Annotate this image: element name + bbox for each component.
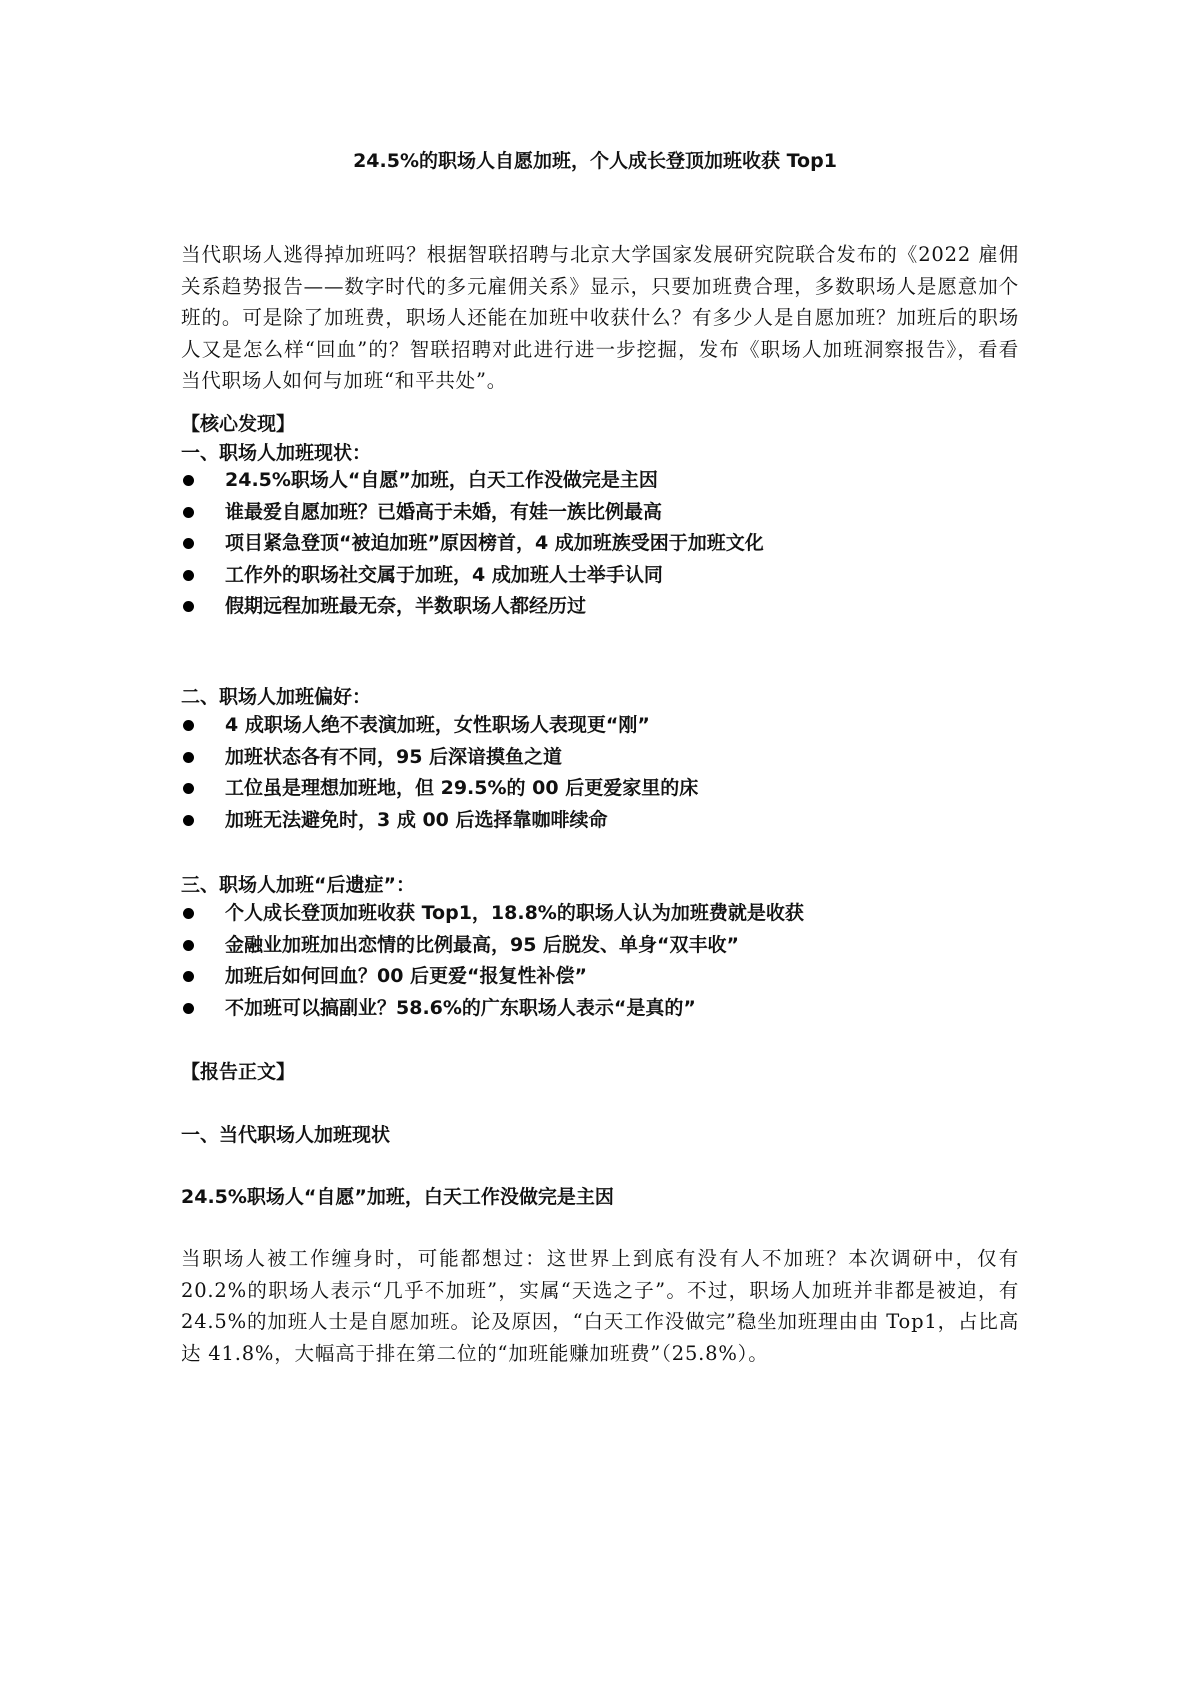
body-paragraph: 当职场人被工作缠身时，可能都想过：这世界上到底有没有人不加班？本次调研中，仅有 20.2%的职场人表示“几乎不加班”，实属“天选之子”。不过，职场人加班并非都是被迫，有 24.5%的加班人士是自愿加班。论及原因，“白天工作没做完”稳坐加班理由由 Top1，占比高达 41.8%，大幅高于排在第二位的“加班能赚加班费”（25.8%）。 [181,1247,1019,1365]
bullet-dot-icon [183,815,194,826]
list-item: 加班状态各有不同，95 后深谙摸鱼之道 [181,742,698,774]
bullet-dot-icon [183,570,194,581]
section-heading-preference: 二、职场人加班偏好： [181,686,372,708]
section-heading-aftereffects: 三、职场人加班“后遗症”： [181,874,415,896]
document-title: 24.5%的职场人自愿加班，个人成长登顶加班收获 Top1 [353,150,837,172]
bullet-dot-icon [183,601,194,612]
bullet-dot-icon [183,971,194,982]
list-item: 工位虽是理想加班地，但 29.5%的 00 后更爱家里的床 [181,773,698,805]
list-item: 谁最爱自愿加班？已婚高于未婚，有娃一族比例最高 [181,497,764,529]
report-body-label: 【报告正文】 [181,1061,296,1083]
list-item: 个人成长登顶加班收获 Top1，18.8%的职场人认为加班费就是收获 [181,898,804,930]
section-heading-status: 一、职场人加班现状： [181,442,372,464]
list-item: 4 成职场人绝不表演加班，女性职场人表现更“刚” [181,710,698,742]
list-item: 金融业加班加出恋情的比例最高，95 后脱发、单身“双丰收” [181,930,804,962]
part1-heading: 一、当代职场人加班现状 [181,1124,391,1146]
bullet-dot-icon [183,720,194,731]
list-item: 工作外的职场社交属于加班，4 成加班人士举手认同 [181,560,764,592]
intro-paragraph: 当代职场人逃得掉加班吗？根据智联招聘与北京大学国家发展研究院联合发布的《2022 雇佣关系趋势报告——数字时代的多元雇佣关系》显示，只要加班费合理，多数职场人是愿意加个班的。可是除了加班费，职场人还能在加班中收获什么？有多少人是自愿加班？加班后的职场人又是怎么样“回血”的？智联招聘对此进行进一步挖掘，发布《职场人加班洞察报告》，看看当代职场人如何与加班“和平共处”。 [181,243,1019,392]
list-item: 不加班可以搞副业？58.6%的广东职场人表示“是真的” [181,993,804,1025]
bullet-dot-icon [183,538,194,549]
bullet-dot-icon [183,940,194,951]
list-item: 24.5%职场人“自愿”加班，白天工作没做完是主因 [181,465,764,497]
list-item: 加班无法避免时，3 成 00 后选择靠咖啡续命 [181,805,698,837]
bullet-list-aftereffects [181,898,804,1024]
bullet-dot-icon [183,908,194,919]
bullet-list-preference [181,710,698,836]
list-item: 项目紧急登顶“被迫加班”原因榜首，4 成加班族受困于加班文化 [181,528,764,560]
bullet-dot-icon [183,507,194,518]
list-item: 假期远程加班最无奈，半数职场人都经历过 [181,591,764,623]
subheading: 24.5%职场人“自愿”加班，白天工作没做完是主因 [181,1186,614,1208]
list-item: 加班后如何回血？00 后更爱“报复性补偿” [181,961,804,993]
core-findings-label: 【核心发现】 [181,413,296,435]
bullet-dot-icon [183,783,194,794]
bullet-dot-icon [183,1003,194,1014]
bullet-dot-icon [183,752,194,763]
bullet-dot-icon [183,475,194,486]
bullet-list-status [181,465,764,623]
